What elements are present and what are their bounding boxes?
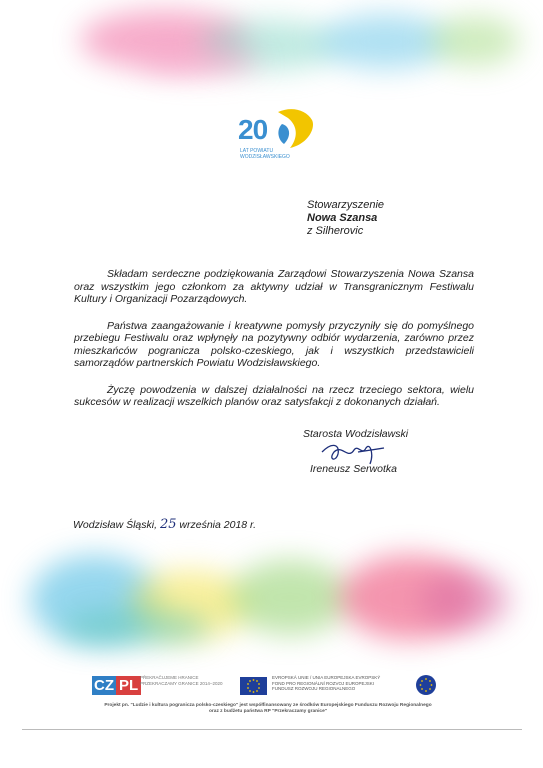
date-suffix: września 2018 r. (176, 519, 257, 531)
signatory-name: Ireneusz Serwotka (310, 463, 397, 475)
watercolor-splash-bottom-teal (60, 610, 210, 645)
letter-date (73, 517, 256, 532)
body-paragraph-3: Życzę powodzenia w dalszej działalności na rzecz trzeciego sektora, wielu sukcesów w realizacji wszelkich planów oraz satysfakcji z dokonanych działań. (74, 383, 474, 408)
footer-divider (22, 729, 522, 730)
letter-body (74, 268, 474, 423)
date-day: 25 (159, 517, 177, 532)
programme-text: PŘEKRAČUJEME HRANICE PRZEKRACZAMY GRANICE 2014–2020 (140, 675, 223, 686)
watercolor-splash-green (430, 16, 520, 66)
eu-flag-icon (240, 677, 267, 695)
eu-fund-text: EVROPSKÁ UNIE / UNIA EUROPEJSKA EVROPSKÝ FOND PRO REGIONÁLNÍ ROZVOJ EUROPEJSKI FUNDUSZ ROZWOJU REGIONALNEGO (272, 675, 381, 691)
signature-title: Starosta Wodzisławski (303, 428, 409, 440)
funding-line-1: Projekt pn. "Ludzie i kultura pogranicza polsko-czeskiego" jest współfinansowany ze środków Europejskiego Funduszu Rozwoju Regionalnego (104, 703, 432, 708)
funding-line-2: oraz z budżetu państwa RP "Przekraczamy granice" (208, 709, 328, 714)
logo-number: 20 (238, 114, 268, 145)
cz-logo: CZ (94, 677, 114, 694)
date-prefix: Wodzisław Śląski, (73, 519, 160, 531)
county-anniversary-logo (232, 104, 322, 168)
recipient-block (307, 199, 384, 238)
watercolor-splash-bottom-magenta (420, 570, 510, 630)
eu-circle-emblem-icon (416, 675, 436, 695)
body-paragraph-1: Składam serdeczne podziękowania Zarządowi Stowarzyszenia Nowa Szansa oraz wszystkim jego członkom za aktywny udział w Transgranicznym Festiwalu Kultury i Organizacji Pozarządowych. (74, 268, 474, 305)
body-paragraph-2: Państwa zaangażowanie i kreatywne pomysły przyczyniły się do pomyślnego przebiegu Festiwalu oraz wpłynęły na pozytywny odbiór wydarzenia, zarówno przez mieszkańców pogranicza polsko-czeskiego, jak i wszystkich przedstawicieli samorządów partnerskich Powiatu Wodzisławskiego. (74, 319, 474, 369)
watercolor-splash-pink-2 (140, 50, 260, 75)
recipient-line-1: Stowarzyszenie (307, 199, 385, 211)
recipient-line-3: z Silherovic (307, 225, 364, 237)
pl-logo: PL (116, 676, 141, 695)
logo-subtitle: LAT POWIATU WODZISŁAWSKIEGO (240, 148, 290, 160)
funding-statement (88, 703, 448, 715)
watercolor-splash-bottom-green (230, 560, 350, 635)
recipient-organization: Nowa Szansa (307, 212, 378, 224)
